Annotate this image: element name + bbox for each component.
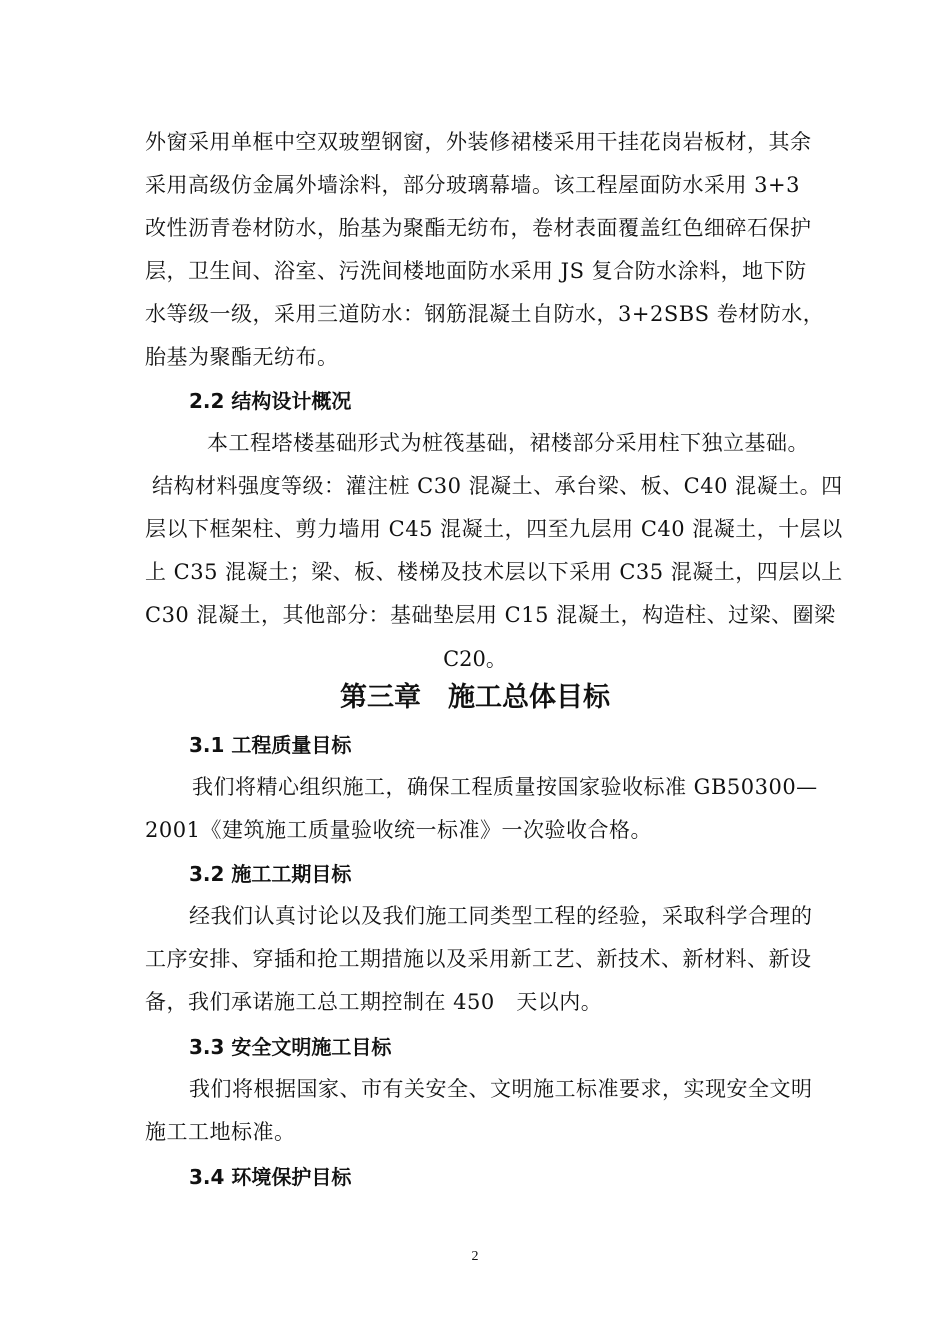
text-line: 上 C35 混凝土；梁、板、楼梯及技术层以下采用 C35 混凝土，四层以上 xyxy=(145,560,843,584)
text-line: 采用高级仿金属外墙涂料，部分玻璃幕墙。该工程屋面防水采用 3+3 xyxy=(145,173,800,197)
section-heading-2-2: 2.2 结构设计概况 xyxy=(189,389,352,413)
text-line: 我们将精心组织施工，确保工程质量按国家验收标准 GB50300— xyxy=(192,775,818,799)
section-heading-3-2: 3.2 施工工期目标 xyxy=(189,862,352,886)
section-heading-3-4: 3.4 环境保护目标 xyxy=(189,1165,352,1189)
text-line: 层，卫生间、浴室、污洗间楼地面防水采用 JS 复合防水涂料，地下防 xyxy=(145,259,807,283)
text-line: 胎基为聚酯无纺布。 xyxy=(145,345,339,369)
text-line: 经我们认真讨论以及我们施工同类型工程的经验，采取科学合理的 xyxy=(189,904,813,928)
text-line: 结构材料强度等级：灌注桩 C30 混凝土、承台梁、板、C40 混凝土。四 xyxy=(152,474,843,498)
page-number: 2 xyxy=(471,1249,479,1264)
text-line: 本工程塔楼基础形式为桩筏基础，裙楼部分采用柱下独立基础。 xyxy=(207,431,809,455)
text-line: C30 混凝土，其他部分：基础垫层用 C15 混凝土，构造柱、过梁、圈梁 xyxy=(145,603,836,627)
section-heading-3-3: 3.3 安全文明施工目标 xyxy=(189,1035,392,1059)
text-line: 施工工地标准。 xyxy=(145,1120,296,1144)
text-line: 备，我们承诺施工总工期控制在 450 天以内。 xyxy=(145,990,603,1014)
text-line: 层以下框架柱、剪力墙用 C45 混凝土，四至九层用 C40 混凝土，十层以 xyxy=(145,517,843,541)
section-heading-3-1: 3.1 工程质量目标 xyxy=(189,733,352,757)
text-line: 外窗采用单框中空双玻塑钢窗，外装修裙楼采用干挂花岗岩板材，其余 xyxy=(145,130,812,154)
text-line: C20。 xyxy=(443,647,507,671)
text-line: 改性沥青卷材防水，胎基为聚酯无纺布，卷材表面覆盖红色细碎石保护 xyxy=(145,216,812,240)
text-line: 水等级一级，采用三道防水：钢筋混凝土自防水，3+2SBS 卷材防水， xyxy=(145,302,825,326)
text-line: 2001《建筑施工质量验收统一标准》一次验收合格。 xyxy=(145,818,652,842)
chapter-title: 第三章 施工总体目标 xyxy=(340,682,610,713)
text-line: 我们将根据国家、市有关安全、文明施工标准要求，实现安全文明 xyxy=(189,1077,813,1101)
text-line: 工序安排、穿插和抢工期措施以及采用新工艺、新技术、新材料、新设 xyxy=(145,947,812,971)
